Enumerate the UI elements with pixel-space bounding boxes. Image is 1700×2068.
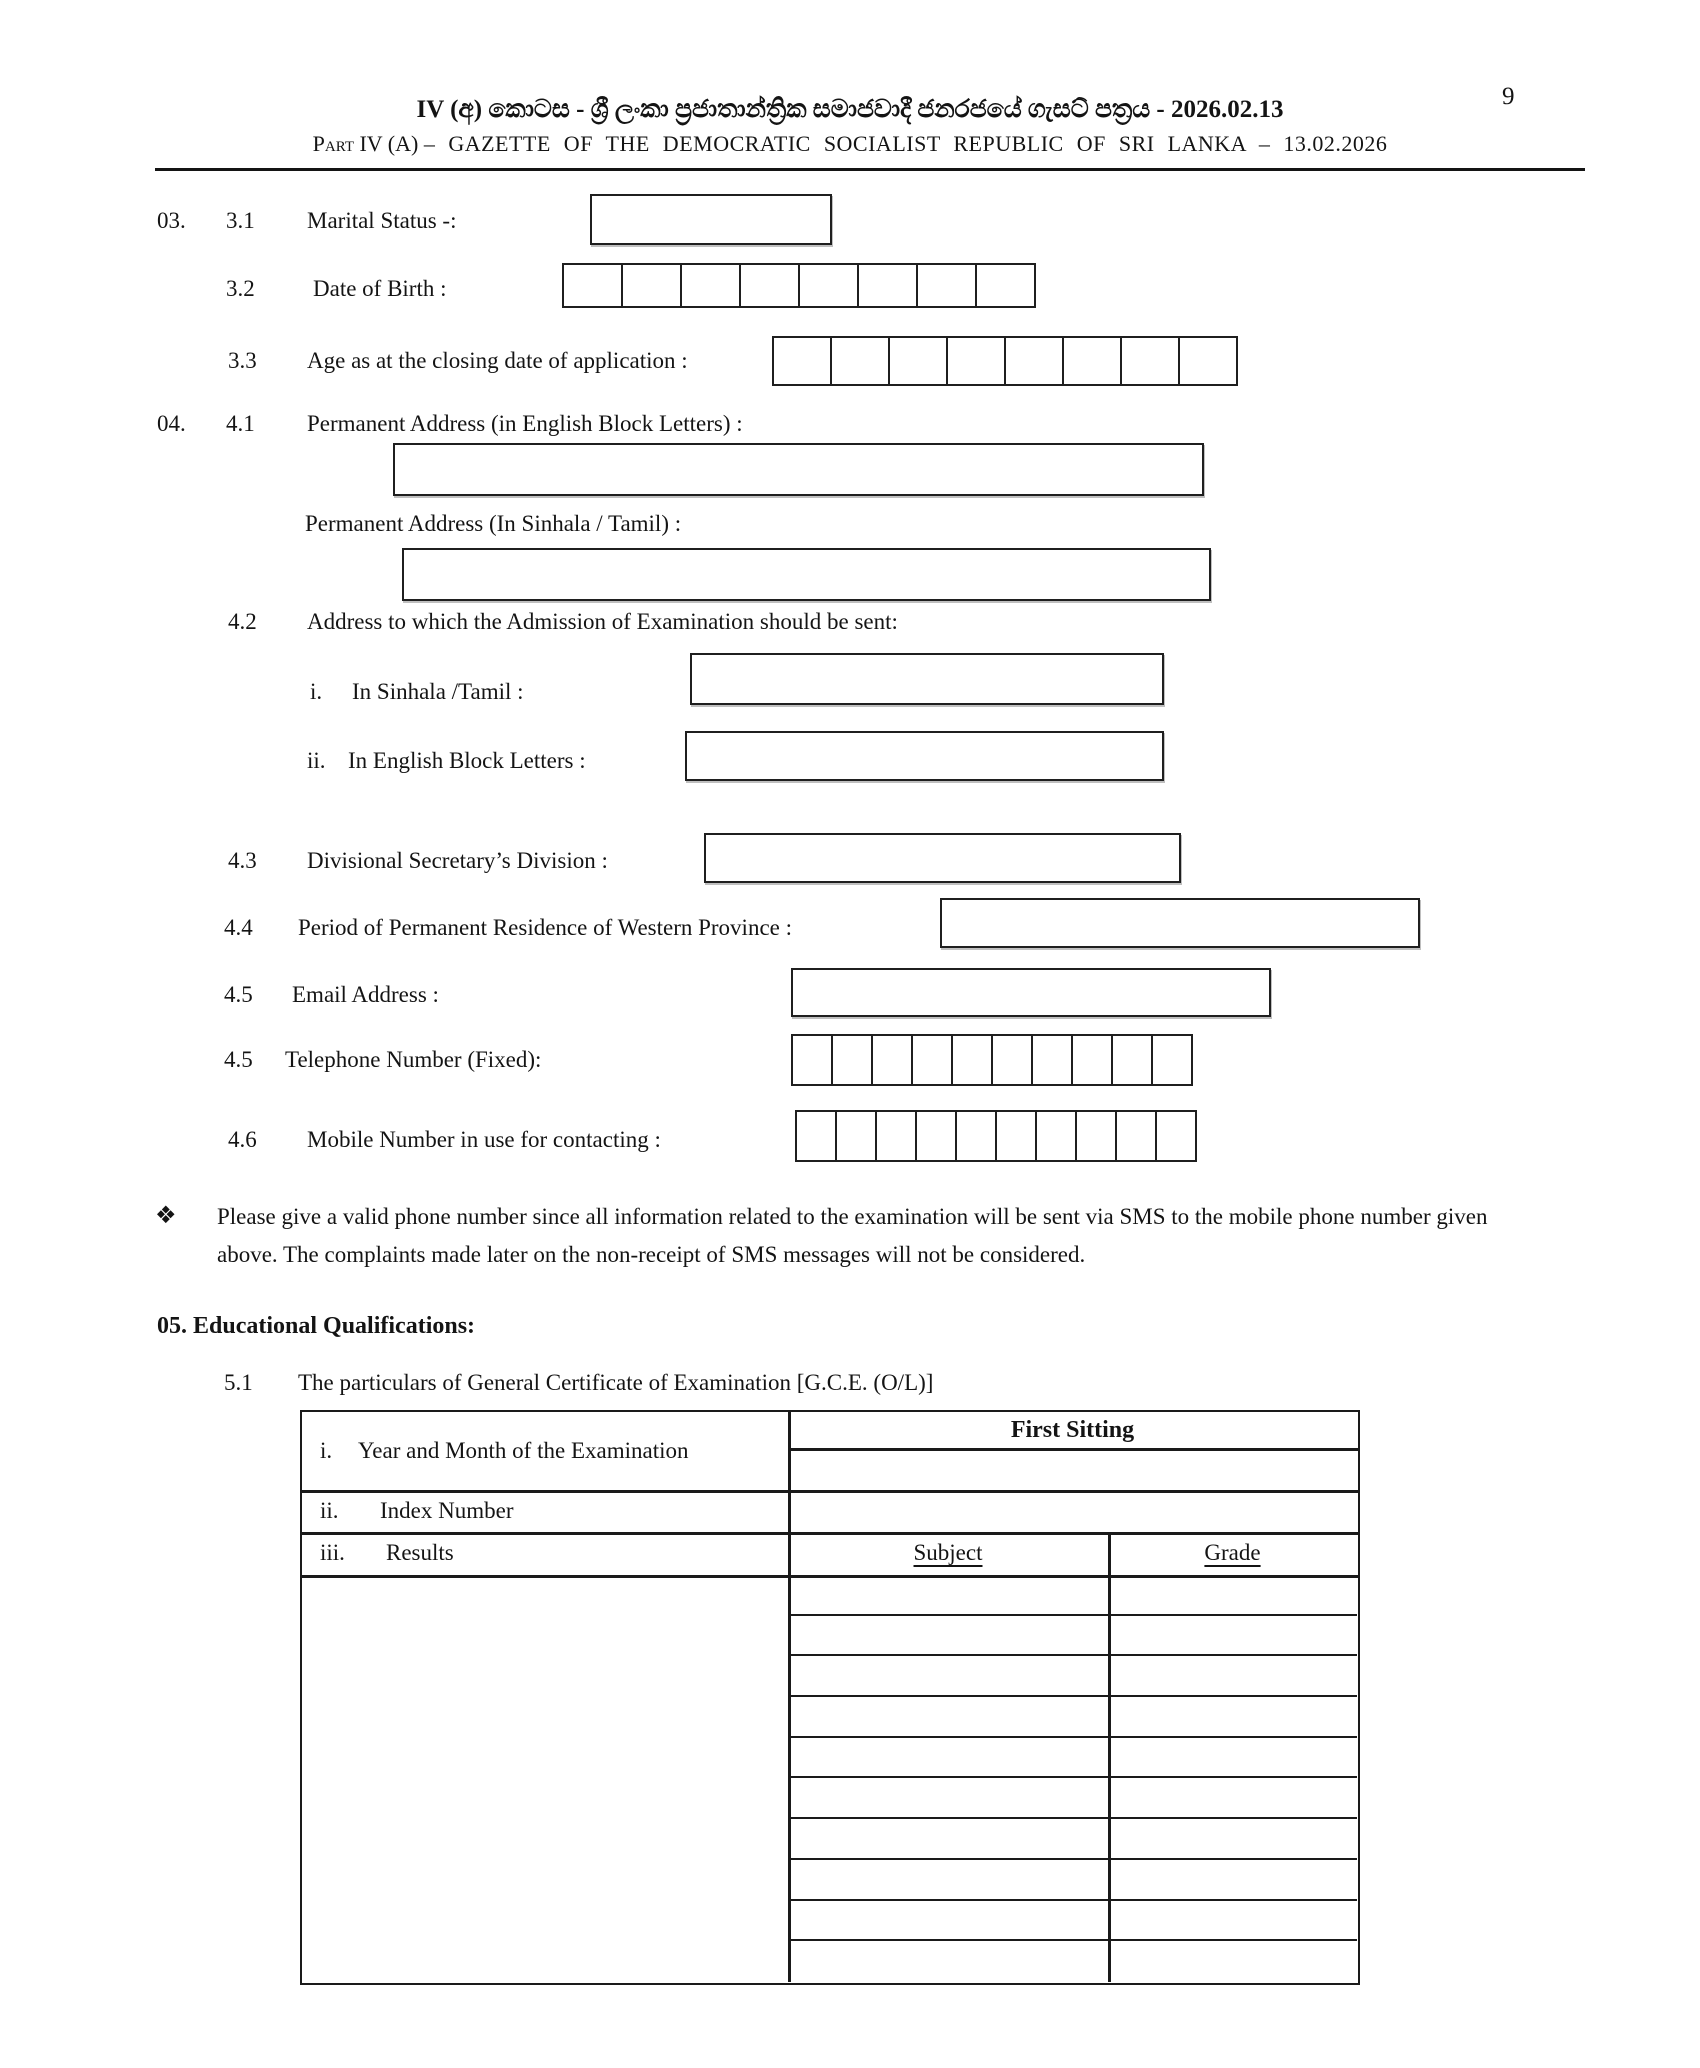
result-row bbox=[788, 1901, 1357, 1942]
admission-sinhala-label: In Sinhala /Tamil : bbox=[352, 679, 524, 704]
item-5-1-number: 5.1 bbox=[224, 1370, 253, 1395]
mobile-cell bbox=[915, 1112, 955, 1160]
item-3-1-number: 3.1 bbox=[226, 208, 255, 233]
dob-cell bbox=[857, 265, 916, 306]
item-3-2-number: 3.2 bbox=[226, 276, 255, 301]
table-line-under-first-sitting bbox=[788, 1448, 1358, 1451]
mobile-cell bbox=[1035, 1112, 1075, 1160]
telephone-cell bbox=[1151, 1036, 1191, 1084]
marital-status-label: Marital Status -: bbox=[307, 208, 457, 233]
age-cell bbox=[1120, 338, 1178, 384]
telephone-cell bbox=[793, 1036, 831, 1084]
telephone-label: Telephone Number (Fixed): bbox=[285, 1047, 542, 1072]
permanent-address-sinhala-label: Permanent Address (In Sinhala / Tamil) : bbox=[305, 511, 682, 536]
page-number: 9 bbox=[1502, 83, 1515, 110]
mobile-cell bbox=[1075, 1112, 1115, 1160]
header-rule bbox=[155, 168, 1585, 171]
age-cell bbox=[1178, 338, 1236, 384]
gce-ol-table bbox=[300, 1410, 1360, 1985]
dob-grid bbox=[562, 263, 1036, 308]
result-row bbox=[788, 1697, 1357, 1738]
telephone-cell bbox=[991, 1036, 1031, 1084]
item-4-5b-number: 4.5 bbox=[224, 1047, 253, 1072]
table-row1-roman: i. bbox=[320, 1438, 333, 1463]
sms-note-text: Please give a valid phone number since all information related to the examination will be sent via SMS to the mobile phone number given above. The complaints made later on the non-receipt of SMS messages will not be considered. bbox=[217, 1204, 1488, 1267]
mobile-cell bbox=[797, 1112, 835, 1160]
telephone-grid bbox=[791, 1034, 1193, 1086]
first-sitting-header: First Sitting bbox=[1010, 1417, 1135, 1443]
mobile-cell bbox=[1115, 1112, 1155, 1160]
admission-english-label: In English Block Letters : bbox=[348, 748, 586, 773]
mobile-grid bbox=[795, 1110, 1197, 1162]
item-i-number: i. bbox=[310, 679, 323, 704]
table-line-row2 bbox=[302, 1532, 1358, 1535]
header-english-rest: – GAZETTE OF THE DEMOCRATIC SOCIALIST REPUBLIC OF SRI LANKA – 13.02.2026 bbox=[423, 131, 1388, 156]
item-ii-number: ii. bbox=[307, 748, 326, 773]
telephone-cell bbox=[1111, 1036, 1151, 1084]
permanent-address-english-label: Permanent Address (in English Block Letters) : bbox=[307, 411, 743, 436]
dob-cell bbox=[798, 265, 857, 306]
dob-cell bbox=[680, 265, 739, 306]
telephone-cell bbox=[1071, 1036, 1111, 1084]
telephone-cell bbox=[1031, 1036, 1071, 1084]
subject-column-header: Subject bbox=[913, 1540, 983, 1565]
year-month-label: Year and Month of the Examination bbox=[358, 1438, 689, 1463]
result-row bbox=[788, 1860, 1357, 1901]
email-address-box bbox=[791, 968, 1271, 1017]
admission-english-box bbox=[685, 731, 1164, 781]
table-row3-roman: iii. bbox=[320, 1540, 345, 1565]
table-line-row1 bbox=[302, 1490, 1358, 1493]
telephone-cell bbox=[951, 1036, 991, 1084]
result-row bbox=[788, 1778, 1357, 1819]
results-rows bbox=[788, 1575, 1357, 1982]
item-4-5a-number: 4.5 bbox=[224, 982, 253, 1007]
mobile-cell bbox=[955, 1112, 995, 1160]
dob-cell bbox=[564, 265, 621, 306]
result-row bbox=[788, 1656, 1357, 1697]
section-04-number: 04. bbox=[157, 411, 186, 436]
age-cell bbox=[888, 338, 946, 384]
header-sinhala: IV (අ) කොටස - ශ්‍රී ලංකා ප්‍රජාතාන්ත්‍රික සමාජවාදී ජනරජයේ ගැසට් පත්‍රය - 2026.02.13 bbox=[416, 96, 1284, 123]
item-4-2-number: 4.2 bbox=[228, 609, 257, 634]
telephone-cell bbox=[911, 1036, 951, 1084]
index-number-label: Index Number bbox=[380, 1498, 514, 1523]
note-diamond-bullet: ❖ bbox=[155, 1201, 177, 1229]
header-english bbox=[155, 131, 1545, 157]
admission-sinhala-box bbox=[690, 653, 1164, 705]
age-cell bbox=[1004, 338, 1062, 384]
admission-address-label: Address to which the Admission of Examination should be sent: bbox=[307, 609, 898, 634]
dob-cell bbox=[621, 265, 680, 306]
age-cell bbox=[946, 338, 1004, 384]
age-cell bbox=[774, 338, 830, 384]
divisional-secretary-box bbox=[704, 833, 1181, 883]
dob-cell bbox=[916, 265, 975, 306]
telephone-cell bbox=[871, 1036, 911, 1084]
educational-qualifications-heading: 05. Educational Qualifications: bbox=[157, 1313, 476, 1339]
dob-cell bbox=[739, 265, 798, 306]
item-4-4-number: 4.4 bbox=[224, 915, 253, 940]
results-label: Results bbox=[386, 1540, 454, 1565]
mobile-cell bbox=[1155, 1112, 1195, 1160]
residence-period-box bbox=[940, 898, 1420, 948]
permanent-address-sinhala-box bbox=[402, 548, 1211, 601]
grade-column-header: Grade bbox=[1204, 1540, 1261, 1565]
age-cell bbox=[830, 338, 888, 384]
section-03-number: 03. bbox=[157, 208, 186, 233]
table-row2-roman: ii. bbox=[320, 1498, 339, 1523]
result-row bbox=[788, 1738, 1357, 1779]
result-row bbox=[788, 1616, 1357, 1657]
mobile-cell bbox=[995, 1112, 1035, 1160]
marital-status-box bbox=[590, 194, 832, 245]
mobile-label: Mobile Number in use for contacting : bbox=[307, 1127, 661, 1152]
age-label: Age as at the closing date of application : bbox=[307, 348, 688, 373]
item-3-3-number: 3.3 bbox=[228, 348, 257, 373]
age-grid bbox=[772, 336, 1238, 386]
dob-cell bbox=[975, 265, 1034, 306]
divisional-secretary-label: Divisional Secretary’s Division : bbox=[307, 848, 608, 873]
header-english-part: Part IV (A) bbox=[312, 131, 424, 156]
mobile-cell bbox=[875, 1112, 915, 1160]
age-cell bbox=[1062, 338, 1120, 384]
result-row bbox=[788, 1819, 1357, 1860]
permanent-address-english-box bbox=[393, 443, 1204, 496]
email-address-label: Email Address : bbox=[292, 982, 439, 1007]
item-4-6-number: 4.6 bbox=[228, 1127, 257, 1152]
result-row bbox=[788, 1575, 1357, 1616]
gce-ol-particulars-label: The particulars of General Certificate of Examination [G.C.E. (O/L)] bbox=[298, 1370, 934, 1395]
date-of-birth-label: Date of Birth : bbox=[313, 276, 447, 301]
item-4-1-number: 4.1 bbox=[226, 411, 255, 436]
mobile-cell bbox=[835, 1112, 875, 1160]
telephone-cell bbox=[831, 1036, 871, 1084]
item-4-3-number: 4.3 bbox=[228, 848, 257, 873]
residence-period-label: Period of Permanent Residence of Western Province : bbox=[298, 915, 793, 940]
result-row bbox=[788, 1941, 1357, 1982]
